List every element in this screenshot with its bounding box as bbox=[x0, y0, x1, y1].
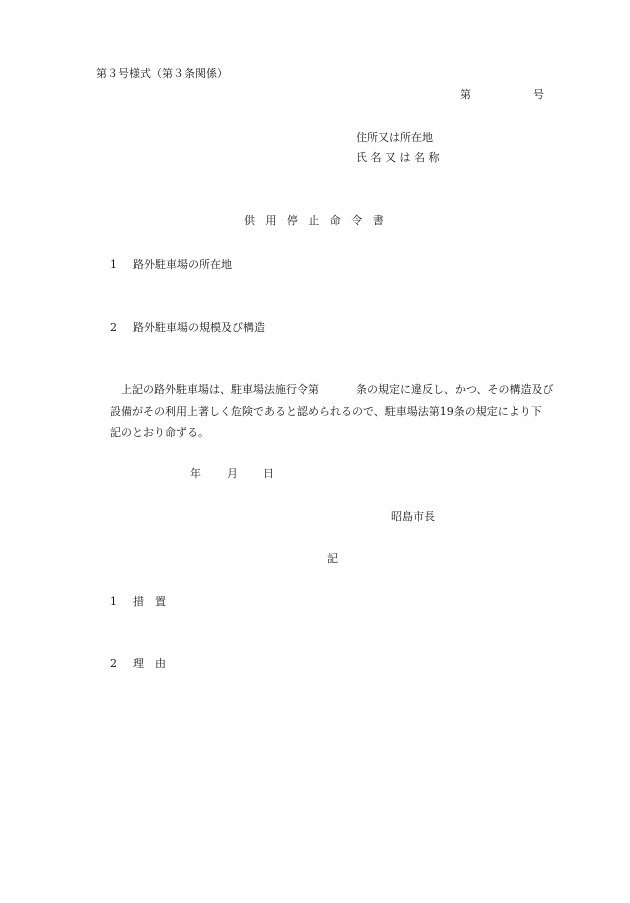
date-year: 年 bbox=[190, 467, 201, 480]
body-line-1-part-2: 条の規定に違反し、かつ、その構造及び bbox=[356, 383, 554, 396]
body-line-2: 設備がその利用上著しく危険であると認められるので、駐車場法第19条の規定により下 bbox=[110, 405, 542, 418]
document-title: 供用停止命令書 bbox=[244, 214, 395, 227]
section-1-label: 路外駐車場の所在地 bbox=[133, 258, 232, 271]
date-day: 日 bbox=[263, 467, 274, 480]
section-2-number: 2 bbox=[110, 321, 117, 334]
number-suffix: 号 bbox=[533, 88, 544, 101]
section-2-label: 路外駐車場の規模及び構造 bbox=[133, 321, 265, 334]
body-line-3: 記のとおり命ずる。 bbox=[110, 426, 209, 439]
item-2-label: 理 由 bbox=[133, 657, 166, 670]
item-1-label: 措 置 bbox=[133, 595, 166, 608]
date-month: 月 bbox=[227, 467, 238, 480]
form-number: 第３号様式（第３条関係） bbox=[96, 67, 228, 80]
body-line-1-part-1: 上記の路外駐車場は、駐車場法施行令第 bbox=[121, 383, 319, 396]
ki-heading: 記 bbox=[327, 552, 338, 565]
item-2-number: 2 bbox=[110, 657, 117, 670]
section-1-number: 1 bbox=[110, 258, 117, 271]
item-1-number: 1 bbox=[110, 595, 117, 608]
issuer: 昭島市長 bbox=[391, 510, 435, 523]
name-label: 氏 名 又 は 名 称 bbox=[356, 151, 440, 164]
number-prefix: 第 bbox=[460, 88, 471, 101]
address-label: 住所又は所在地 bbox=[356, 131, 433, 144]
